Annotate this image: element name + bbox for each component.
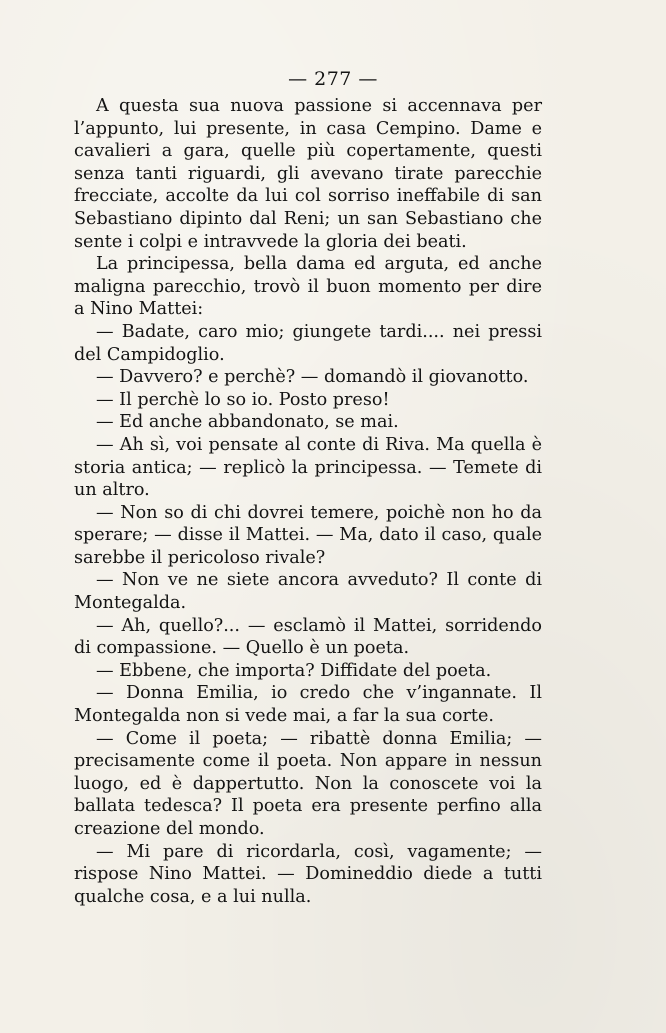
dialogue-line: — Ah, quello?... — esclamò il Mattei, sorridendo di compassione. — Quello è un poeta. (74, 615, 542, 659)
dialogue-line: — Non so di chi dovrei temere, poichè non ho da sperare; — disse il Mattei. — Ma, dato il caso, quale sarebbe il pericoloso rivale? (74, 502, 542, 568)
dialogue-line: — Davvero? e perchè? — domandò il giovanotto. (96, 367, 529, 388)
dialogue-line: — Mi pare di ricordarla, così, vagamente; — rispose Nino Mattei. — Domineddio diede a tutti qualche cosa, e a lui nulla. (74, 841, 542, 907)
dialogue-line: — Come il poeta; — ribattè donna Emilia; — precisamente come il poeta. Non appare in nessun luogo, ed è dappertutto. Non la conoscete voi la ballata tedesca? Il poeta era presente perfino alla creazione del mondo. (74, 728, 542, 839)
dialogue-line: — Donna Emilia, io credo che v’ingannate. Il Montegalda non si vede mai, a far la sua corte. (74, 683, 542, 727)
dialogue-line: — Ebbene, che importa? Diffidate del poeta. (96, 660, 492, 681)
paragraph: A questa sua nuova passione si accennava per l’appunto, lui presente, in casa Cempino. Dame e cavalieri a gara, quelle più copertamente, questi senza tanti riguardi, gli avevano tirate parecchie frecciate, accolte da lui col sorriso ineffabile di san Sebastiano dipinto dal Reni; un san Sebastiano che sente i colpi e intravvede la gloria dei beati. (74, 96, 542, 252)
body-text (74, 95, 542, 908)
dialogue-line: — Non ve ne siete ancora avveduto? Il conte di Montegalda. (74, 570, 542, 614)
paragraph: La principessa, bella dama ed arguta, ed anche maligna parecchio, trovò il buon momento per dire a Nino Mattei: (74, 254, 542, 320)
page-number: — 277 — (288, 68, 378, 90)
dialogue-line: — Ed anche abbandonato, se mai. (96, 412, 399, 433)
dialogue-line: — Badate, caro mio; giungete tardi.... nei pressi del Campidoglio. (74, 321, 542, 365)
dialogue-line: — Il perchè lo so io. Posto preso! (96, 389, 390, 410)
dialogue-line: — Ah sì, voi pensate al conte di Riva. Ma quella è storia antica; — replicò la principessa. — Temete di un altro. (74, 434, 542, 501)
